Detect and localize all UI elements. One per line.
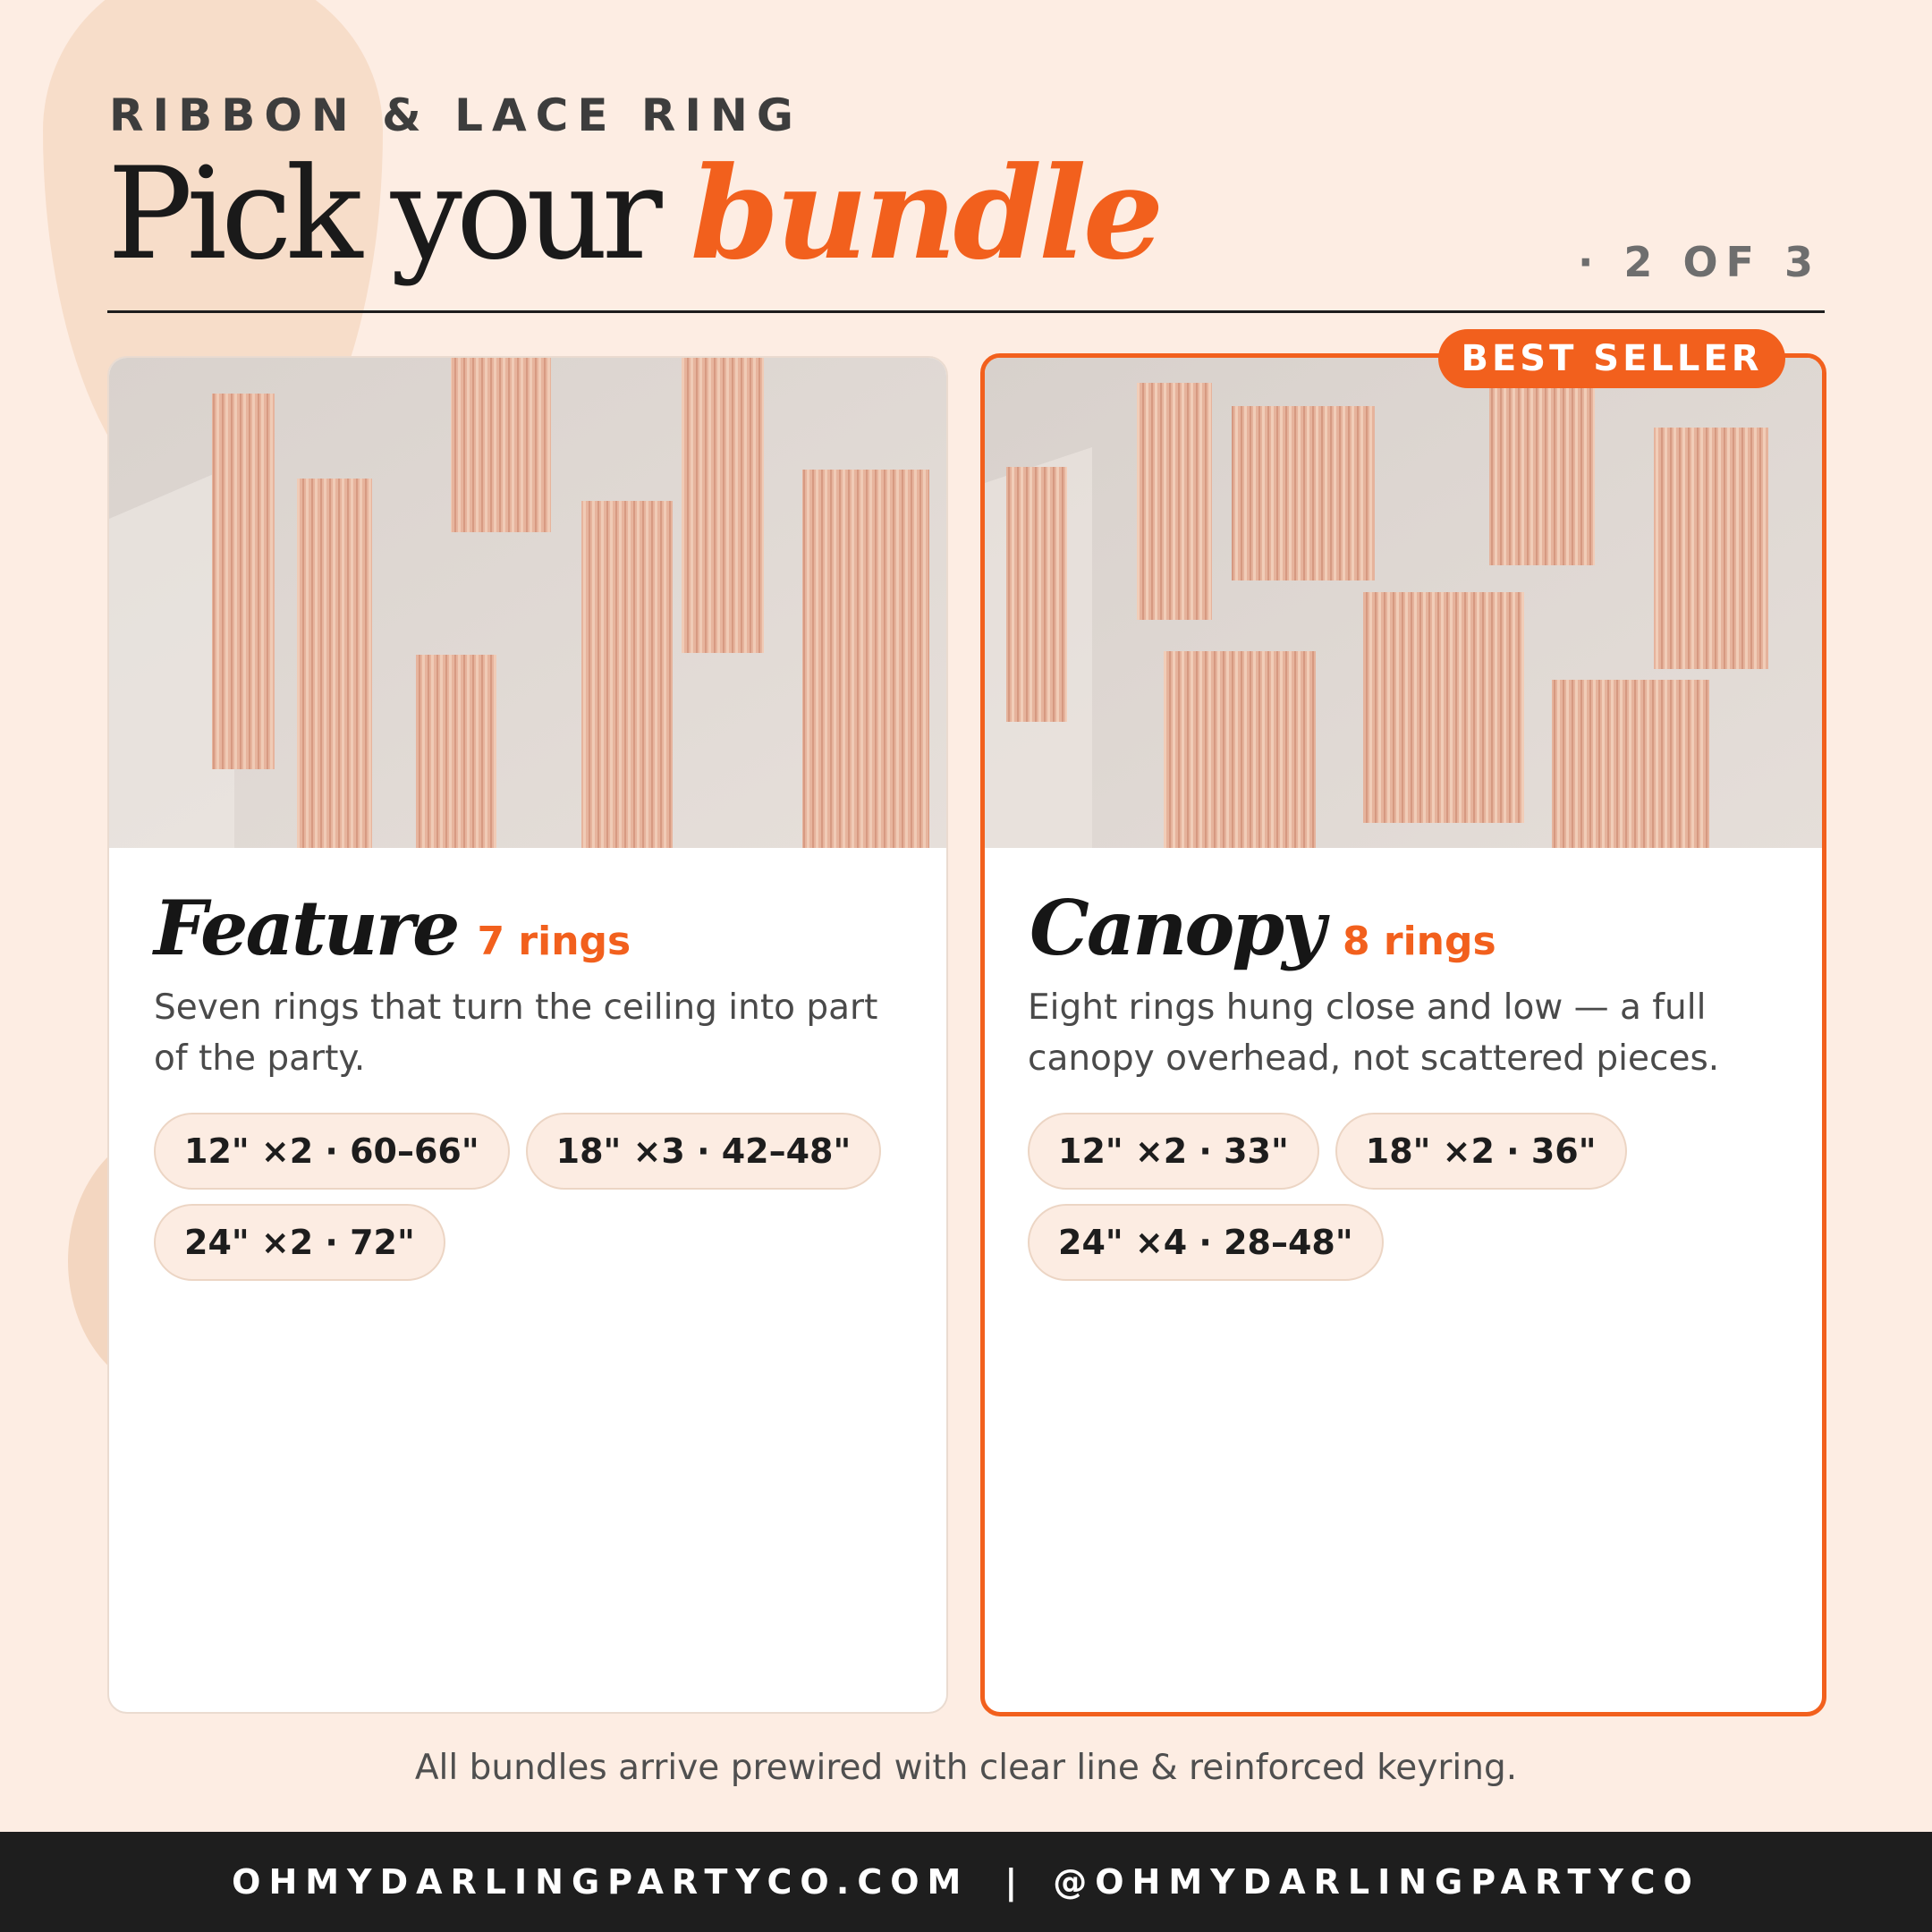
size-chip: 24" ×4 · 28–48" <box>1028 1204 1384 1281</box>
bundle-name: Canopy <box>1030 884 1323 972</box>
size-chip: 18" ×2 · 36" <box>1335 1113 1627 1190</box>
bundle-photo-feature <box>109 358 946 848</box>
size-chips <box>1028 1113 1770 1281</box>
size-chip: 18" ×3 · 42–48" <box>526 1113 882 1190</box>
footer-bar <box>0 1832 1932 1932</box>
size-chips <box>154 1113 896 1281</box>
social-handle-link[interactable]: @OHMYDARLINGPARTYCO <box>1053 1862 1700 1902</box>
ring-count: 8 rings <box>1342 919 1496 964</box>
footer-separator: | <box>1004 1862 1018 1902</box>
title-plain: Pick your <box>107 140 691 288</box>
page-title <box>107 140 1161 288</box>
title-accent: bundle <box>690 140 1161 288</box>
ring-count: 7 rings <box>477 919 631 964</box>
website-link[interactable]: OHMYDARLINGPARTYCO.COM <box>232 1862 970 1902</box>
footnote: All bundles arrive prewired with clear line & reinforced keyring. <box>414 1748 1518 1788</box>
header-divider <box>107 310 1825 313</box>
best-seller-badge: BEST SELLER <box>1438 329 1785 388</box>
bundle-photo-canopy <box>985 358 1822 848</box>
bundle-card-canopy[interactable] <box>980 353 1826 1716</box>
bundle-heading <box>154 884 631 972</box>
eyebrow-label: RIBBON & LACE RING <box>109 89 802 141</box>
page-indicator: · 2 OF 3 <box>1577 238 1821 286</box>
bundle-description: Seven rings that turn the ceiling into part of the party. <box>154 987 878 1079</box>
size-chip: 12" ×2 · 33" <box>1028 1113 1319 1190</box>
size-chip: 12" ×2 · 60–66" <box>154 1113 510 1190</box>
bundle-description: Eight rings hung close and low — a full canopy overhead, not scattered pieces. <box>1028 987 1720 1079</box>
bundle-card-feature[interactable] <box>107 356 948 1714</box>
bundle-heading <box>1030 884 1496 972</box>
size-chip: 24" ×2 · 72" <box>154 1204 445 1281</box>
bundle-name: Feature <box>154 884 458 972</box>
